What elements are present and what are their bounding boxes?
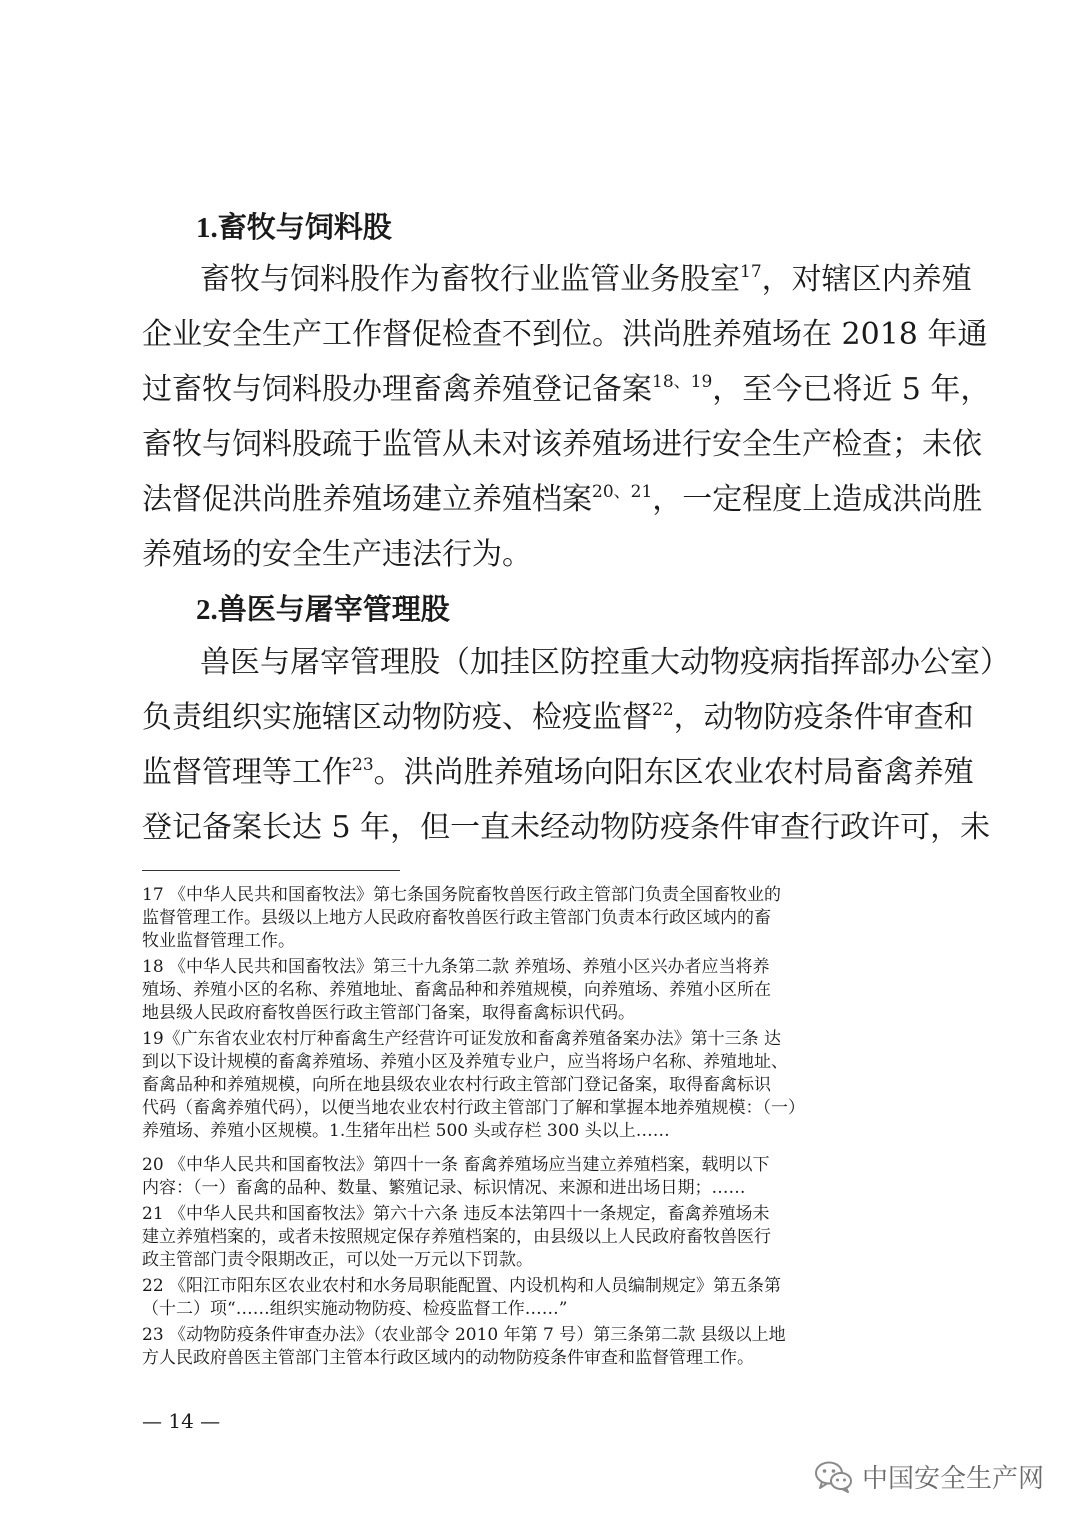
- paragraph-1-line-2: 企业安全生产工作督促检查不到位。洪尚胜养殖场在 2018 年通: [142, 317, 988, 352]
- footnote-line: 建立养殖档案的，或者未按照规定保存养殖档案的，由县级以上人民政府畜牧兽医行: [142, 1227, 771, 1247]
- footnote-line: 到以下设计规模的畜禽养殖场、养殖小区及养殖专业户，应当将场户名称、养殖地址、: [142, 1052, 788, 1072]
- wechat-icon: [814, 1460, 854, 1494]
- watermark-text: 中国安全生产网: [861, 1464, 1044, 1494]
- paragraph-1-line-6: 养殖场的安全生产违法行为。: [142, 537, 532, 572]
- paragraph-1-line-1: 畜牧与饲料股作为畜牧行业监管业务股室$^{17}$，对辖区内养殖: [200, 262, 972, 297]
- footnote-line: 22 《阳江市阳东区农业农村和水务局职能配置、内设机构和人员编制规定》第五条第: [142, 1276, 782, 1296]
- footnote-line: 殖场、养殖小区的名称、养殖地址、畜禽品种和养殖规模，向养殖场、养殖小区所在: [142, 980, 771, 1000]
- paragraph-1-line-5: 法督促洪尚胜养殖场建立养殖档案$^{20、21}$，一定程度上造成洪尚胜: [142, 482, 983, 517]
- footnote-divider: [142, 870, 400, 871]
- footnote-line: 内容：（一）畜禽的品种、数量、繁殖记录、标识情况、来源和进出场日期；……: [142, 1178, 746, 1198]
- footnote-line: 18 《中华人民共和国畜牧法》第三十九条第二款 养殖场、养殖小区兴办者应当将养: [142, 957, 770, 977]
- paragraph-1-line-4: 畜牧与饲料股疏于监管从未对该养殖场进行安全生产检查；未依: [142, 427, 982, 462]
- footnote-line: 23 《动物防疫条件审查办法》（农业部令 2010 年第 7 号）第三条第二款 县级以上地: [142, 1325, 786, 1345]
- footnote-line: 方人民政府兽医主管部门主管本行政区域内的动物防疫条件审查和监督管理工作。: [142, 1348, 754, 1368]
- footnote-line: 17 《中华人民共和国畜牧法》第七条国务院畜牧兽医行政主管部门负责全国畜牧业的: [142, 885, 782, 905]
- watermark: [814, 1458, 1044, 1495]
- section-1-heading: 1.畜牧与饲料股: [196, 212, 392, 244]
- paragraph-2-line-3: 监督管理等工作$^{23}$。洪尚胜养殖场向阳东区农业农村局畜禽养殖: [142, 755, 974, 790]
- footnote-line: 19《广东省农业农村厅种畜禽生产经营许可证发放和畜禽养殖备案办法》第十三条 达: [142, 1029, 782, 1049]
- page-number: — 14 —: [142, 1409, 221, 1433]
- paragraph-2-line-2: 负责组织实施辖区动物防疫、检疫监督$^{22}$，动物防疫条件审查和: [142, 700, 974, 735]
- footnote-line: 养殖场、养殖小区规模。1.生猪年出栏 500 头或存栏 300 头以上……: [142, 1121, 670, 1141]
- footnote-line: 监督管理工作。县级以上地方人民政府畜牧兽医行政主管部门负责本行政区域内的畜: [142, 908, 771, 928]
- paragraph-2-line-4: 登记备案长达 5 年，但一直未经动物防疫条件审查行政许可，未: [142, 810, 991, 845]
- paragraph-2-line-1: 兽医与屠宰管理股（加挂区防控重大动物疫病指挥部办公室）: [200, 645, 1010, 680]
- footnote-line: 地县级人民政府畜牧兽医行政主管部门备案，取得畜禽标识代码。: [142, 1003, 635, 1023]
- paragraph-1-line-3: 过畜牧与饲料股办理畜禽养殖登记备案$^{18、19}$，至今已将近 5 年，: [142, 372, 991, 407]
- footnote-line: 政主管部门责令限期改正，可以处一万元以下罚款。: [142, 1250, 533, 1270]
- footnote-line: 20 《中华人民共和国畜牧法》第四十一条 畜禽养殖场应当建立养殖档案，载明以下: [142, 1155, 770, 1175]
- footnote-line: 畜禽品种和养殖规模，向所在地县级农业农村行政主管部门登记备案，取得畜禽标识: [142, 1075, 771, 1095]
- footnote-line: 牧业监督管理工作。: [142, 931, 295, 951]
- footnote-line: 代码（畜禽养殖代码），以便当地农业农村行政主管部门了解和掌握本地养殖规模：（一）: [142, 1098, 805, 1118]
- footnote-line: 21 《中华人民共和国畜牧法》第六十六条 违反本法第四十一条规定，畜禽养殖场未: [142, 1204, 770, 1224]
- footnote-line: （十二）项“……组织实施动物防疫、检疫监督工作……”: [142, 1299, 568, 1319]
- section-2-heading: 2.兽医与屠宰管理股: [196, 594, 450, 626]
